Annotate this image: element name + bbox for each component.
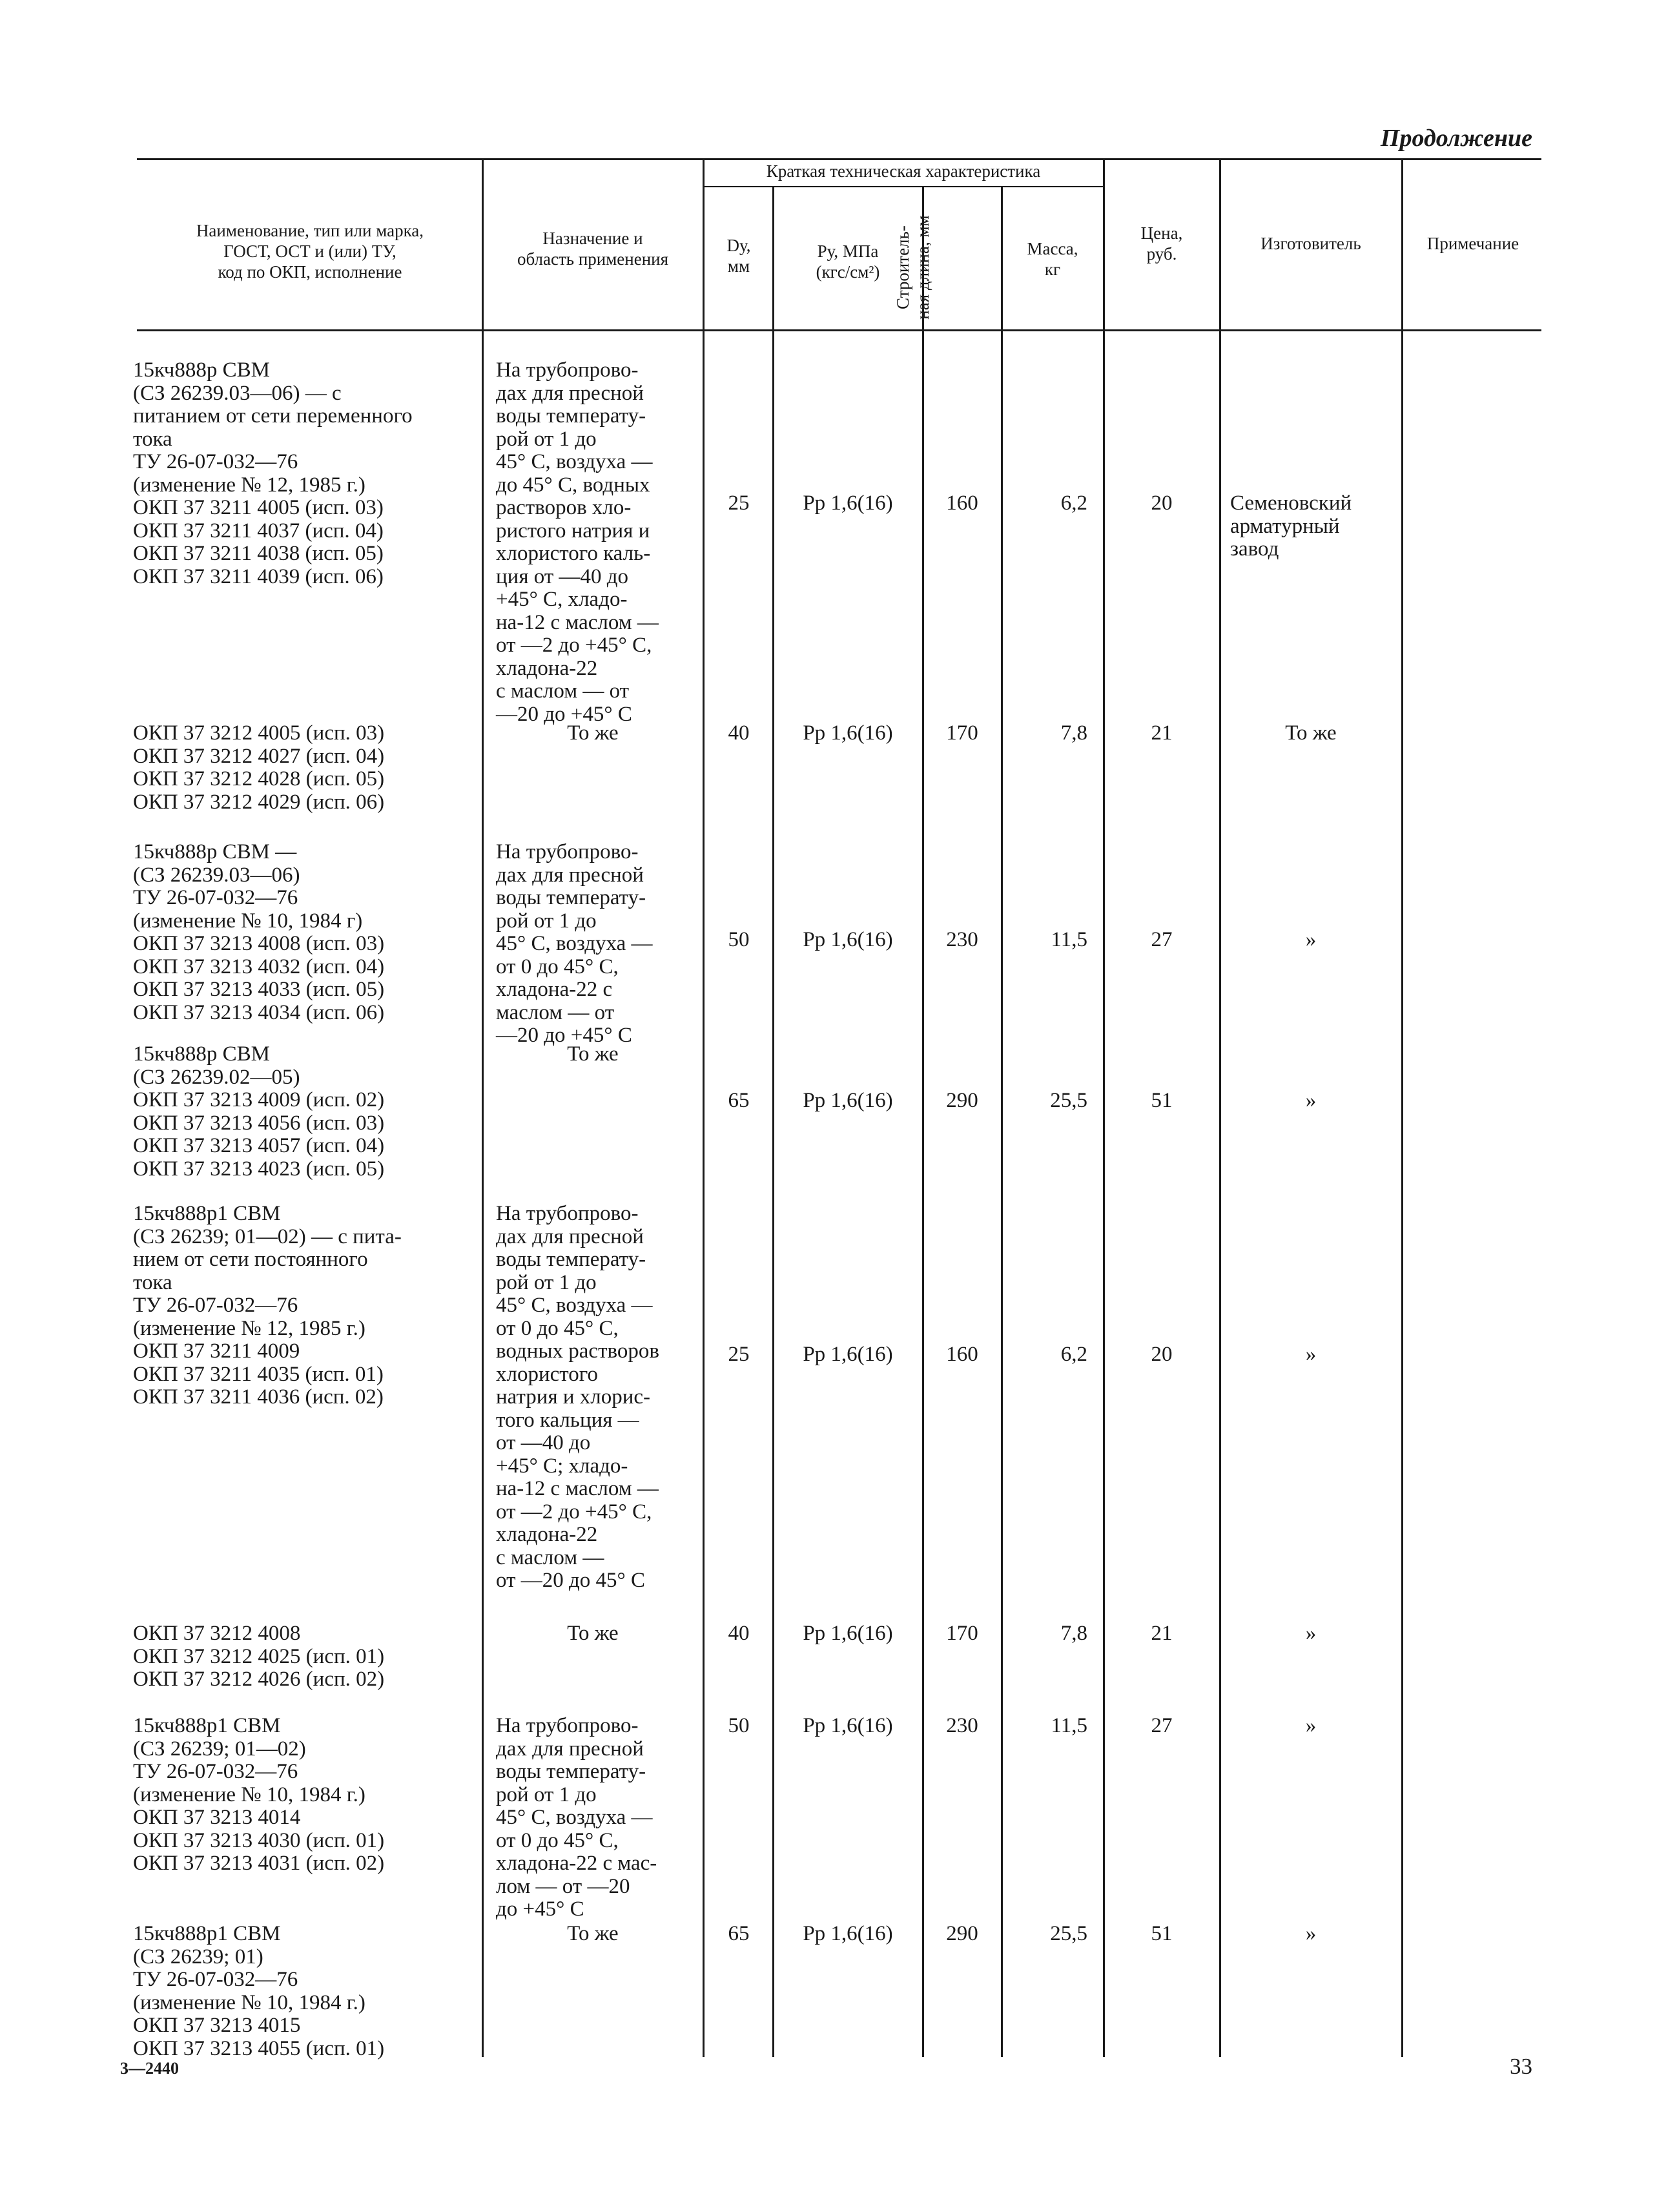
row7-py: Pр 1,6(16) (803, 1714, 893, 1737)
row8-maker: » (1305, 1922, 1317, 1945)
row2-name: ОКП 37 3212 4005 (исп. 03) ОКП 37 3212 4027 (исп. 04) ОКП 37 3212 4028 (исп. 05) ОКП 37 3212 4029 (исп. 06) (133, 721, 385, 814)
row3-price: 27 (1151, 928, 1173, 951)
row7-mass: 11,5 (1051, 1714, 1087, 1737)
row4-length: 290 (946, 1089, 978, 1112)
row3-purpose: На трубопрово- дах для пресной воды температу- рой от 1 до 45° С, воздуха — от 0 до 45° С, хладона-22 с маслом — от —20 до +45° С (496, 840, 653, 1047)
row5-length: 160 (946, 1343, 978, 1366)
row4-dy: 65 (728, 1089, 750, 1112)
row2-length: 170 (946, 721, 978, 745)
row8-mass: 25,5 (1050, 1922, 1087, 1945)
row1-name: 15кч888р СВМ (СЗ 26239.03—06) — с питанием от сети переменного тока ТУ 26-07-032—76 (изменение № 12, 1985 г.) ОКП 37 3211 4005 (исп. 03) ОКП 37 3211 4037 (исп. 04) ОКП 37 3211 4038 (исп. 05) ОКП 37 3211 4039 (исп. 06) (133, 358, 413, 588)
row5-purpose: На трубопрово- дах для пресной воды температу- рой от 1 до 45° С, воздуха — от 0 до 45° С, водных растворов хлористого натрия и хлорис- того кальция — от —40 до +45° С; хладо- на-12 с маслом — от —2 до +45° С, хладона-22 с маслом — от —20 до 45° С (496, 1202, 659, 1592)
row8-dy: 65 (728, 1922, 750, 1945)
row6-length: 170 (946, 1622, 978, 1645)
row3-dy: 50 (728, 928, 750, 951)
row6-py: Pр 1,6(16) (803, 1622, 893, 1645)
row6-purpose: То же (567, 1622, 619, 1645)
row7-dy: 50 (728, 1714, 750, 1737)
row6-price: 21 (1151, 1622, 1173, 1645)
row4-name: 15кч888р СВМ (СЗ 26239.02—05) ОКП 37 3213 4009 (исп. 02) ОКП 37 3213 4056 (исп. 03) ОКП 37 3213 4057 (исп. 04) ОКП 37 3213 4023 (исп. 05) (133, 1042, 385, 1181)
header-dy: Dу, мм (726, 236, 751, 276)
row6-dy: 40 (728, 1622, 750, 1645)
row1-dy: 25 (728, 491, 750, 515)
row3-maker: » (1305, 928, 1317, 951)
header-bottom-rule (137, 329, 1541, 331)
row7-name: 15кч888р1 СВМ (СЗ 26239; 01—02) ТУ 26-07-032—76 (изменение № 10, 1984 г.) ОКП 37 3213 4014 ОКП 37 3213 4030 (исп. 01) ОКП 37 3213 4031 (исп. 02) (133, 1714, 385, 1875)
row1-purpose: На трубопрово- дах для пресной воды температу- рой от 1 до 45° С, воздуха — до 45° С, водных растворов хло- ристого натрия и хлористого каль- ция от —40 до +45° С, хладо- на-12 с маслом — от —2 до +45° С, хладона-22 с маслом — от —20 до +45° С (496, 358, 659, 726)
tech-group-rule (703, 186, 1103, 187)
row5-price: 20 (1151, 1343, 1173, 1366)
row5-py: Pр 1,6(16) (803, 1343, 893, 1366)
row1-py: Pр 1,6(16) (803, 491, 893, 515)
row2-mass: 7,8 (1060, 721, 1087, 745)
header-mass: Масса, кг (1027, 239, 1078, 279)
row3-name: 15кч888р СВМ — (СЗ 26239.03—06) ТУ 26-07-032—76 (изменение № 10, 1984 г) ОКП 37 3213 4008 (исп. 03) ОКП 37 3213 4032 (исп. 04) ОКП 37 3213 4033 (исп. 05) ОКП 37 3213 4034 (исп. 06) (133, 840, 385, 1024)
row7-price: 27 (1151, 1714, 1173, 1737)
row2-dy: 40 (728, 721, 750, 745)
row5-dy: 25 (728, 1343, 750, 1366)
row2-py: Pр 1,6(16) (803, 721, 893, 745)
row3-length: 230 (946, 928, 978, 951)
row7-maker: » (1305, 1714, 1317, 1737)
col-sep-2 (703, 158, 705, 2057)
row5-name: 15кч888р1 СВМ (СЗ 26239; 01—02) — с пита- нием от сети постоянного тока ТУ 26-07-032—76 (изменение № 12, 1985 г.) ОКП 37 3211 4009 ОКП 37 3211 4035 (исп. 01) ОКП 37 3211 4036 (исп. 02) (133, 1202, 402, 1409)
row6-name: ОКП 37 3212 4008 ОКП 37 3212 4025 (исп. 01) ОКП 37 3212 4026 (исп. 02) (133, 1622, 385, 1691)
continuation-label: Продолжение (1380, 125, 1532, 152)
row7-length: 230 (946, 1714, 978, 1737)
row2-maker: То же (1285, 721, 1337, 745)
col-sep-7 (1219, 158, 1221, 2057)
row8-length: 290 (946, 1922, 978, 1945)
row1-price: 20 (1151, 491, 1173, 515)
row2-purpose: То же (567, 721, 619, 745)
header-name: Наименование, тип или марка, ГОСТ, ОСТ и (или) ТУ, код по ОКП, исполнение (196, 221, 424, 282)
header-purpose: Назначение и область применения (517, 229, 669, 269)
row2-price: 21 (1151, 721, 1173, 745)
header-length: Строитель- ная длина, мм (892, 215, 932, 320)
row4-purpose: То же (567, 1042, 619, 1066)
col-sep-4 (922, 186, 924, 2057)
header-note: Примечание (1426, 234, 1519, 253)
col-sep-5 (1001, 186, 1003, 2057)
table-top-rule (137, 158, 1541, 160)
row1-length: 160 (946, 491, 978, 515)
row7-purpose: На трубопрово- дах для пресной воды температу- рой от 1 до 45° С, воздуха — от 0 до 45° С, хладона-22 с мас- лом — от —20 до +45° С (496, 1714, 657, 1921)
row4-mass: 25,5 (1050, 1089, 1087, 1112)
col-sep-1 (482, 158, 484, 2057)
header-maker: Изготовитель (1260, 234, 1361, 253)
header-tech-group: Краткая техническая характеристика (766, 161, 1041, 181)
col-sep-8 (1401, 158, 1403, 2057)
row8-name: 15кч888р1 СВМ (СЗ 26239; 01) ТУ 26-07-032—76 (изменение № 10, 1984 г.) ОКП 37 3213 4015 ОКП 37 3213 4055 (исп. 01) (133, 1922, 385, 2060)
row6-maker: » (1305, 1622, 1317, 1645)
header-price: Цена, руб. (1140, 223, 1183, 264)
row3-py: Pр 1,6(16) (803, 928, 893, 951)
page-number: 33 (1510, 2054, 1532, 2079)
row3-mass: 11,5 (1051, 928, 1087, 951)
footer-code: 3—2440 (120, 2059, 179, 2078)
row4-maker: » (1305, 1089, 1317, 1112)
row4-py: Pр 1,6(16) (803, 1089, 893, 1112)
row1-maker: Семеновский арматурный завод (1230, 491, 1352, 561)
row6-mass: 7,8 (1060, 1622, 1087, 1645)
row1-mass: 6,2 (1060, 491, 1087, 515)
row8-price: 51 (1151, 1922, 1173, 1945)
row8-py: Pр 1,6(16) (803, 1922, 893, 1945)
col-sep-3 (772, 186, 774, 2057)
row4-price: 51 (1151, 1089, 1173, 1112)
col-sep-6 (1103, 158, 1105, 2057)
row5-maker: » (1305, 1343, 1317, 1366)
row5-mass: 6,2 (1060, 1343, 1087, 1366)
row8-purpose: То же (567, 1922, 619, 1945)
header-py: Pу, МПа (кгс/см²) (816, 242, 880, 282)
